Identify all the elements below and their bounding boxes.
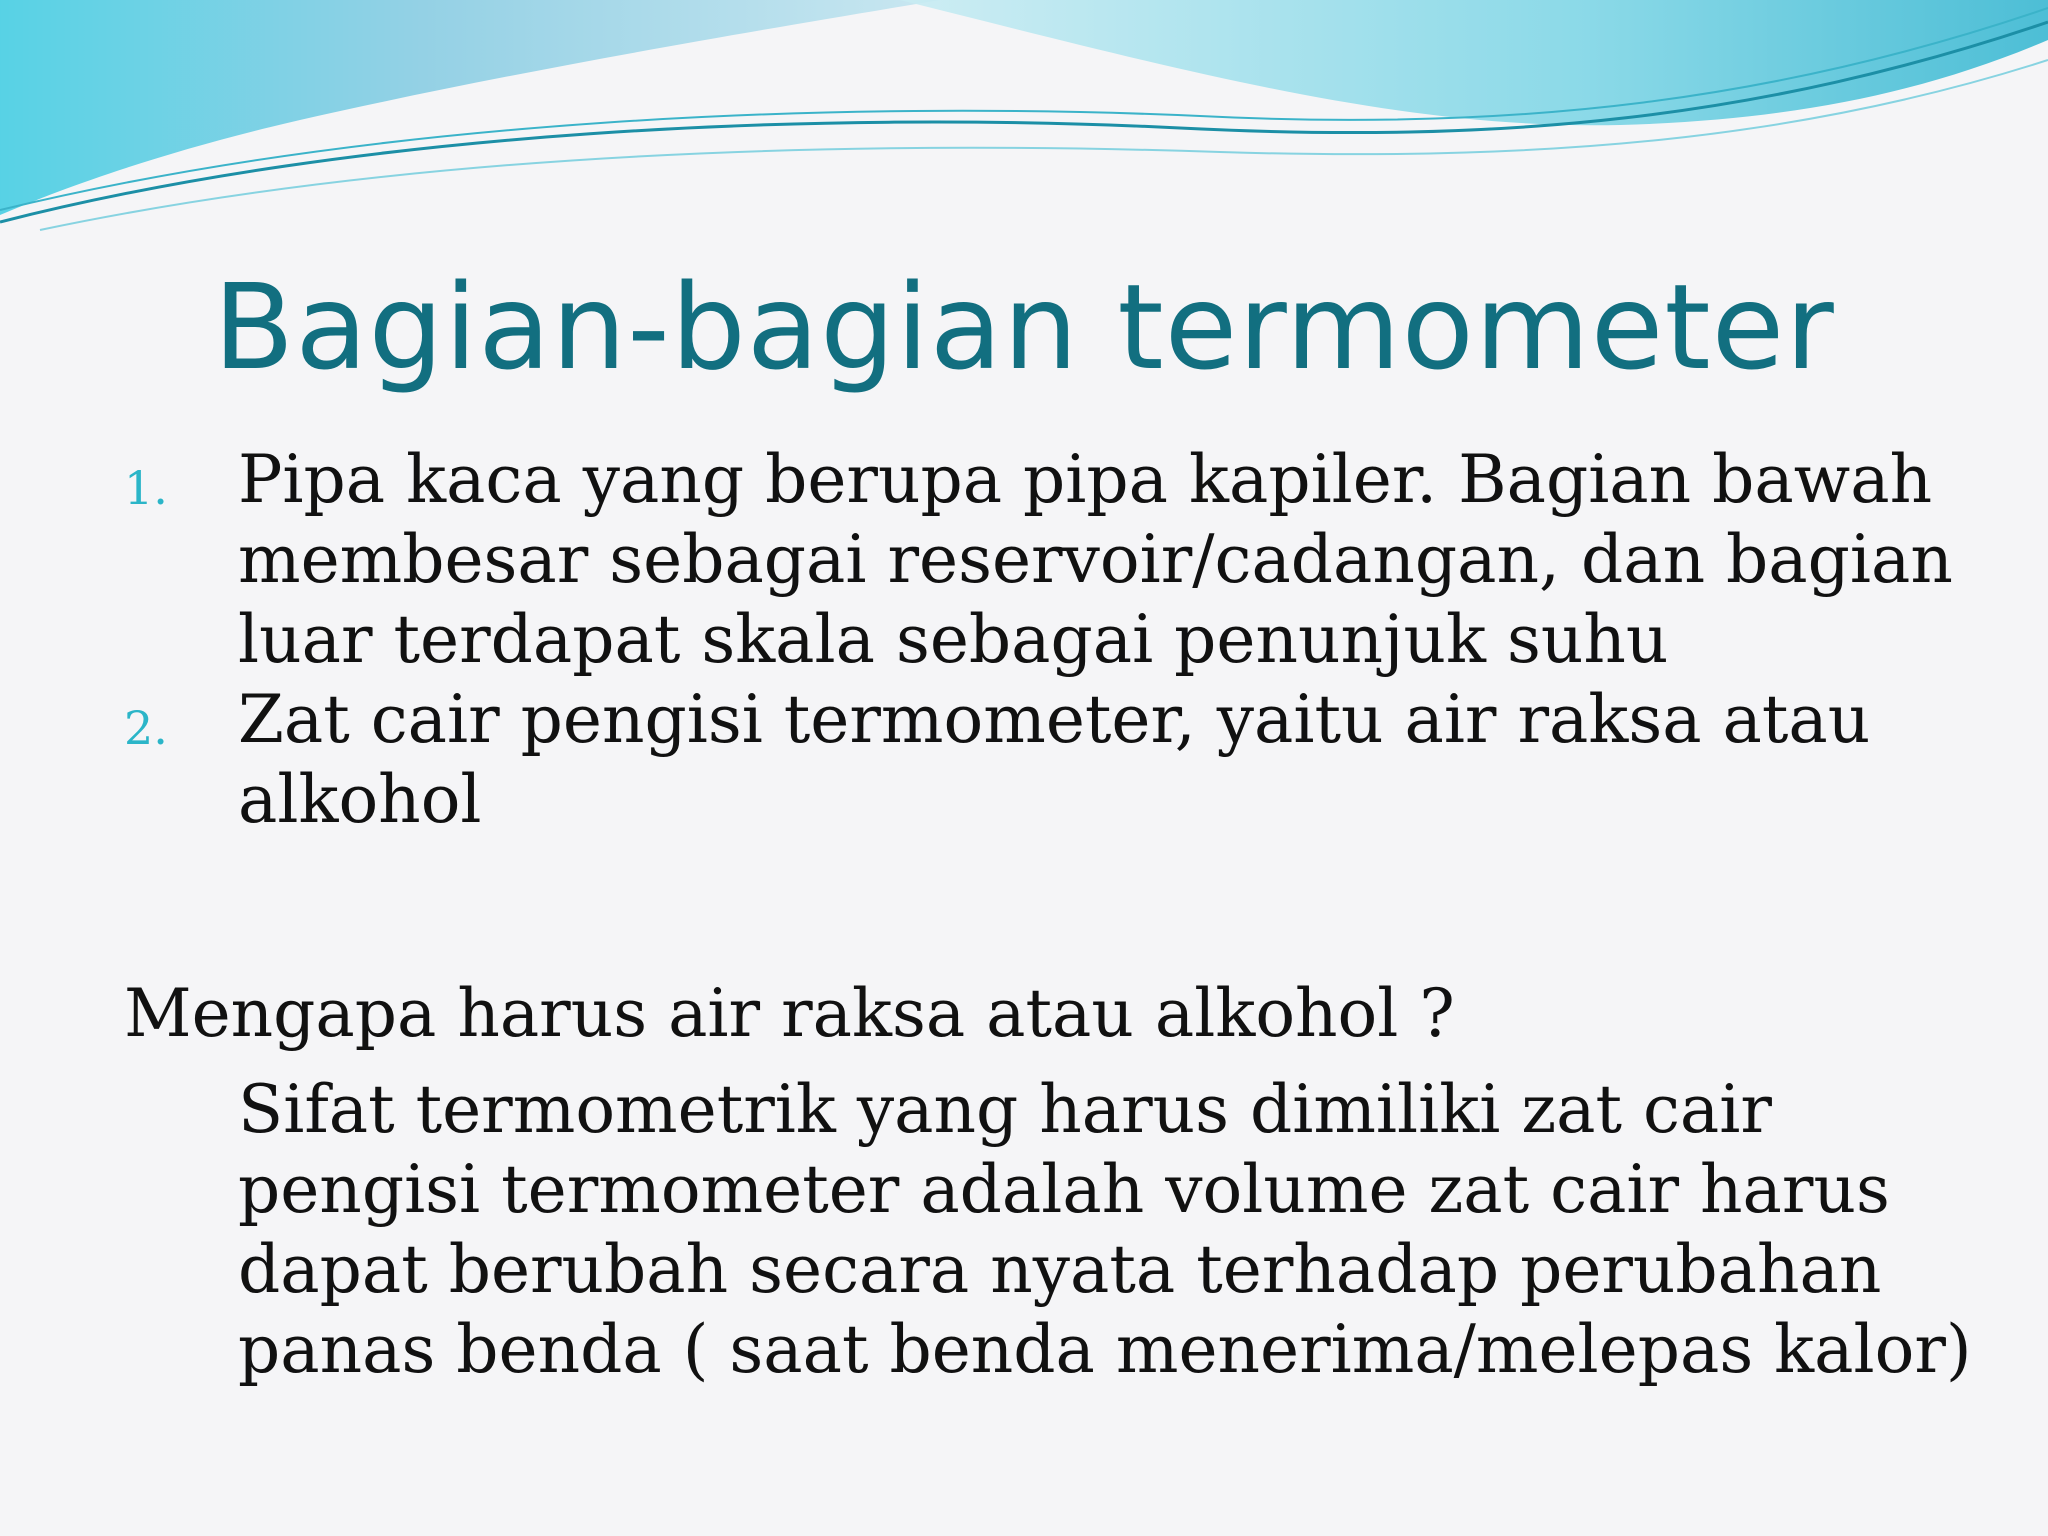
decorative-wave-header: [0, 0, 2048, 240]
parts-list: [0, 440, 2048, 840]
wave-band-left: [0, 0, 940, 215]
list-item: [0, 680, 2048, 840]
slide-title: Bagian-bagian termometer: [213, 258, 1835, 396]
list-number: 2.: [124, 701, 168, 755]
list-item: [0, 440, 2048, 680]
list-item-text: Zat cair pengisi termometer, yaitu air raksa atau alkohol: [238, 681, 1871, 838]
list-number: 1.: [124, 461, 168, 515]
question-text: Mengapa harus air raksa atau alkohol ?: [124, 975, 1455, 1052]
list-item-text: Pipa kaca yang berupa pipa kapiler. Bagian bawah membesar sebagai reservoir/cadangan, dan bagian luar terdapat skala sebagai penunjuk suhu: [238, 441, 1953, 678]
answer-text: Sifat termometrik yang harus dimiliki zat cair pengisi termometer adalah volume zat cair harus dapat berubah secara nyata terhadap perubahan panas benda ( saat benda menerima/melepas kalor): [238, 1071, 1972, 1388]
